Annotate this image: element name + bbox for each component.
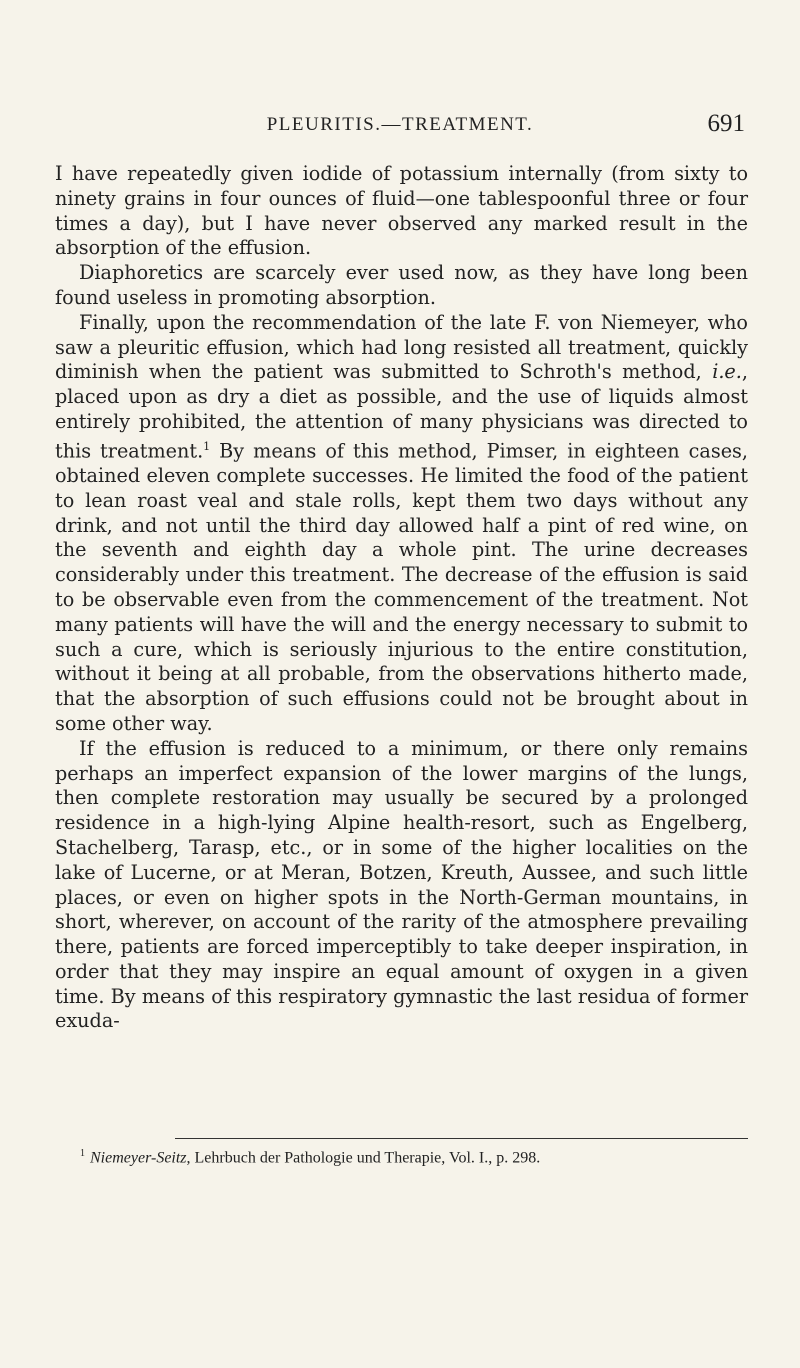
paragraph-diaphoretics: Diaphoretics are scarcely ever used now, as they have long been found useless in promoting absorption. — [55, 261, 748, 309]
paragraph-text: By means of this method, Pimser, in eighteen cases, obtained eleven complete successes. He limited the food of the patient to lean roast veal and stale rolls, kept them two days without any drink, and not until the third day allowed half a pint of red wine, on the seventh and eighth day a whole pint. The urine decreases considerably under this treatment. The decrease of the effusion is said to be observable even from the commencement of the treatment. Not many patients will have the will and the energy necessary to submit to such a cure, which is seriously injurious to the entire constitution, without it being at all probable, from the observations hitherto made, that the absorption of such effusions could not be brought about in some other way. — [55, 439, 748, 735]
footnote-reference[interactable]: 1 — [203, 439, 211, 453]
paragraph-text: , placed upon as dry a diet as possible, and the use of liquids almost entirely prohibited, the attention of many physicians was directed to this treatment. — [55, 360, 748, 463]
paragraph-iodide: I have repeatedly given iodide of potassium internally (from sixty to ninety grains in four ounces of fluid—one tablespoonful three or four times a day), but I have never observed any marked result in the absorption of the effusion. — [55, 162, 748, 260]
running-head-title: PLEURITIS.—TREATMENT. — [266, 114, 534, 135]
paragraph-text: Finally, upon the recommendation of the late F. von Niemeyer, who saw a pleuritic effusion, which had long resisted all treatment, quickly diminish when the patient was submitted to Schroth's method, — [55, 310, 748, 384]
footnote-marker: 1 — [80, 1148, 85, 1159]
paragraph-schroth-method — [55, 311, 748, 737]
page-number: 691 — [707, 110, 745, 137]
footnote — [80, 1144, 748, 1168]
paragraph-alpine-resort: If the effusion is reduced to a minimum, or there only remains perhaps an imperfect expansion of the lower margins of the lungs, then complete restoration may usually be secured by a prolonged residence in a high-lying Alpine health-resort, such as Engelberg, Stachelberg, Tarasp, etc., or in some of the higher localities on the lake of Lucerne, or at Meran, Botzen, Kreuth, Aussee, and such little places, or even on higher spots in the North-German mountains, in short, wherever, on account of the rarity of the atmosphere prevailing there, patients are forced imperceptibly to take deeper inspiration, in order that they may inspire an equal amount of oxygen in a given time. By means of this respiratory gymnastic the last residua of former exuda- — [55, 736, 748, 1033]
footnote-text: , Lehrbuch der Pathologie und Therapie, Vol. I., p. 298. — [186, 1149, 541, 1167]
running-head — [55, 110, 745, 138]
italic-ie: i.e. — [712, 360, 742, 384]
footnote-author: Niemeyer-Seitz — [90, 1149, 187, 1167]
body-text — [55, 162, 748, 1034]
footnote-divider — [175, 1138, 748, 1139]
